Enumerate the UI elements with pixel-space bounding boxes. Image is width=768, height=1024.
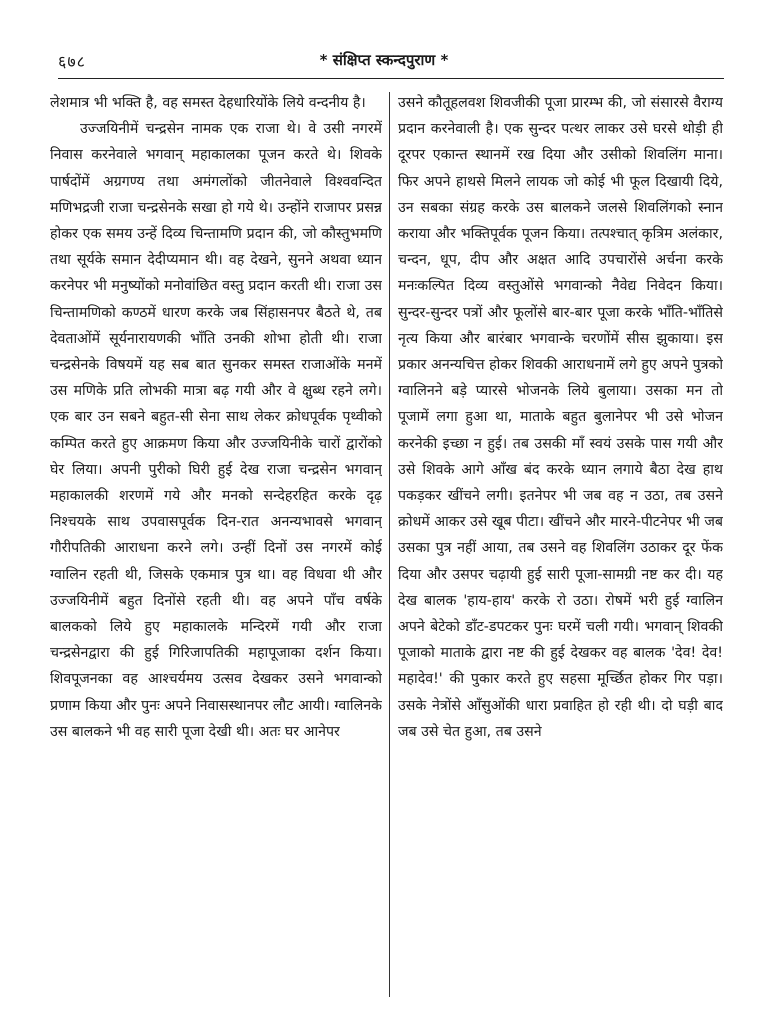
right-column [398,90,723,1005]
paragraph: उज्जयिनीमें चन्द्रसेन नामक एक राजा थे। वे उसी नगरमें निवास करनेवाले भगवान् महाकालका पूजन करते थे। शिवके पार्षदोंमें अग्रगण्य तथा अमंगलोंको जीतनेवाले विश्ववन्दित मणिभद्रजी राजा चन्द्रसेनके सखा हो गये थे। उन्होंने राजापर प्रसन्न होकर एक समय उन्हें दिव्य चिन्तामणि प्रदान की, जो कौस्तुभमणि तथा सूर्यके समान देदीप्यमान थी। वह देखने, सुनने अथवा ध्यान करनेपर भी मनुष्योंको मनोवांछित वस्तु प्रदान करती थी। राजा उस चिन्तामणिको कण्ठमें धारण करके जब सिंहासनपर बैठते थे, तब देवताओंमें सूर्यनारायणकी भाँति उनकी शोभा होती थी। राजा चन्द्रसेनके विषयमें यह सब बात सुनकर समस्त राजाओंके मनमें उस मणिके प्रति लोभकी मात्रा बढ़ गयी और वे क्षुब्ध रहने लगे। एक बार उन सबने बहुत-सी सेना साथ लेकर क्रोधपूर्वक पृथ्वीको कम्पित करते हुए आक्रमण किया और उज्जयिनीके चारों द्वारोंको घेर लिया। अपनी पुरीको घिरी हुई देख राजा चन्द्रसेन भगवान् महाकालकी शरणमें गये और मनको सन्देहरहित करके दृढ़ निश्चयके साथ उपवासपूर्वक दिन-रात अनन्यभावसे भगवान् गौरीपतिकी आराधना करने लगे। उन्हीं दिनों उस नगरमें कोई ग्वालिन रहती थी, जिसके एकमात्र पुत्र था। वह विधवा थी और उज्जयिनीमें बहुत दिनोंसे रहती थी। वह अपने पाँच वर्षके बालकको लिये हुए महाकालके मन्दिरमें गयी और राजा चन्द्रसेनद्वारा की हुई गिरिजापतिकी महापूजाका दर्शन किया। शिवपूजनका वह आश्चर्यमय उत्सव देखकर उसने भगवान्को प्रणाम किया और पुनः अपने निवासस्थानपर लौट आयी। ग्वालिनके उस बालकने भी वह सारी पूजा देखी थी। अतः घर आनेपर [50,121,382,740]
paragraph: उसने कौतूहलवश शिवजीकी पूजा प्रारम्भ की, जो संसारसे वैराग्य प्रदान करनेवाली है। एक सुन्दर पत्थर लाकर उसे घरसे थोड़ी ही दूरपर एकान्त स्थानमें रख दिया और उसीको शिवलिंग माना। फिर अपने हाथसे मिलने लायक जो कोई भी फूल दिखायी दिये, उन सबका संग्रह करके उस बालकने जलसे शिवलिंगको स्नान कराया और भक्तिपूर्वक पूजन किया। तत्पश्चात् कृत्रिम अलंकार, चन्दन, धूप, दीप और अक्षत आदि उपचारोंसे अर्चना करके मनःकल्पित दिव्य वस्तुओंसे भगवान्को नैवेद्य निवेदन किया। सुन्दर-सुन्दर पत्रों और फूलोंसे बार-बार पूजा करके भाँति-भाँतिसे नृत्य किया और बारंबार भगवान्के चरणोंमें सीस झुकाया। इस प्रकार अनन्यचित्त होकर शिवकी आराधनामें लगे हुए अपने पुत्रको ग्वालिनने बड़े प्यारसे भोजनके लिये बुलाया। उसका मन तो पूजामें लगा हुआ था, माताके बहुत बुलानेपर भी उसे भोजन करनेकी इच्छा न हुई। तब उसकी माँ स्वयं उसके पास गयी और उसे शिवके आगे आँख बंद करके ध्यान लगाये बैठा देख हाथ पकड़कर खींचने लगी। इतनेपर भी जब वह न उठा, तब उसने क्रोधमें आकर उसे खूब पीटा। खींचने और मारने-पीटनेपर भी जब उसका पुत्र नहीं आया, तब उसने वह शिवलिंग उठाकर दूर फेंक दिया और उसपर चढ़ायी हुई सारी पूजा-सामग्री नष्ट कर दी। यह देख बालक 'हाय-हाय' करके रो उठा। रोषमें भरी हुई ग्वालिन अपने बेटेको डाँट-डपटकर पुनः घरमें चली गयी। भगवान् शिवकी पूजाको माताके द्वारा नष्ट की हुई देखकर वह बालक 'देव! देव! महादेव!' की पुकार करते हुए सहसा मूर्च्छित होकर गिर पड़ा। उसके नेत्रोंसे आँसुओंकी धारा प्रवाहित हो रही थी। दो घड़ी बाद जब उसे चेत हुआ, तब उसने [398,95,723,740]
header-rule [58,78,724,79]
page-number: ६७८ [58,52,86,71]
running-title: * संक्षिप्त स्कन्दपुराण * [319,51,449,69]
left-column [50,90,382,1005]
paragraph: लेशमात्र भी भक्ति है, वह समस्त देहधारियोंके लिये वन्दनीय है। [50,95,366,111]
column-divider [389,92,390,997]
